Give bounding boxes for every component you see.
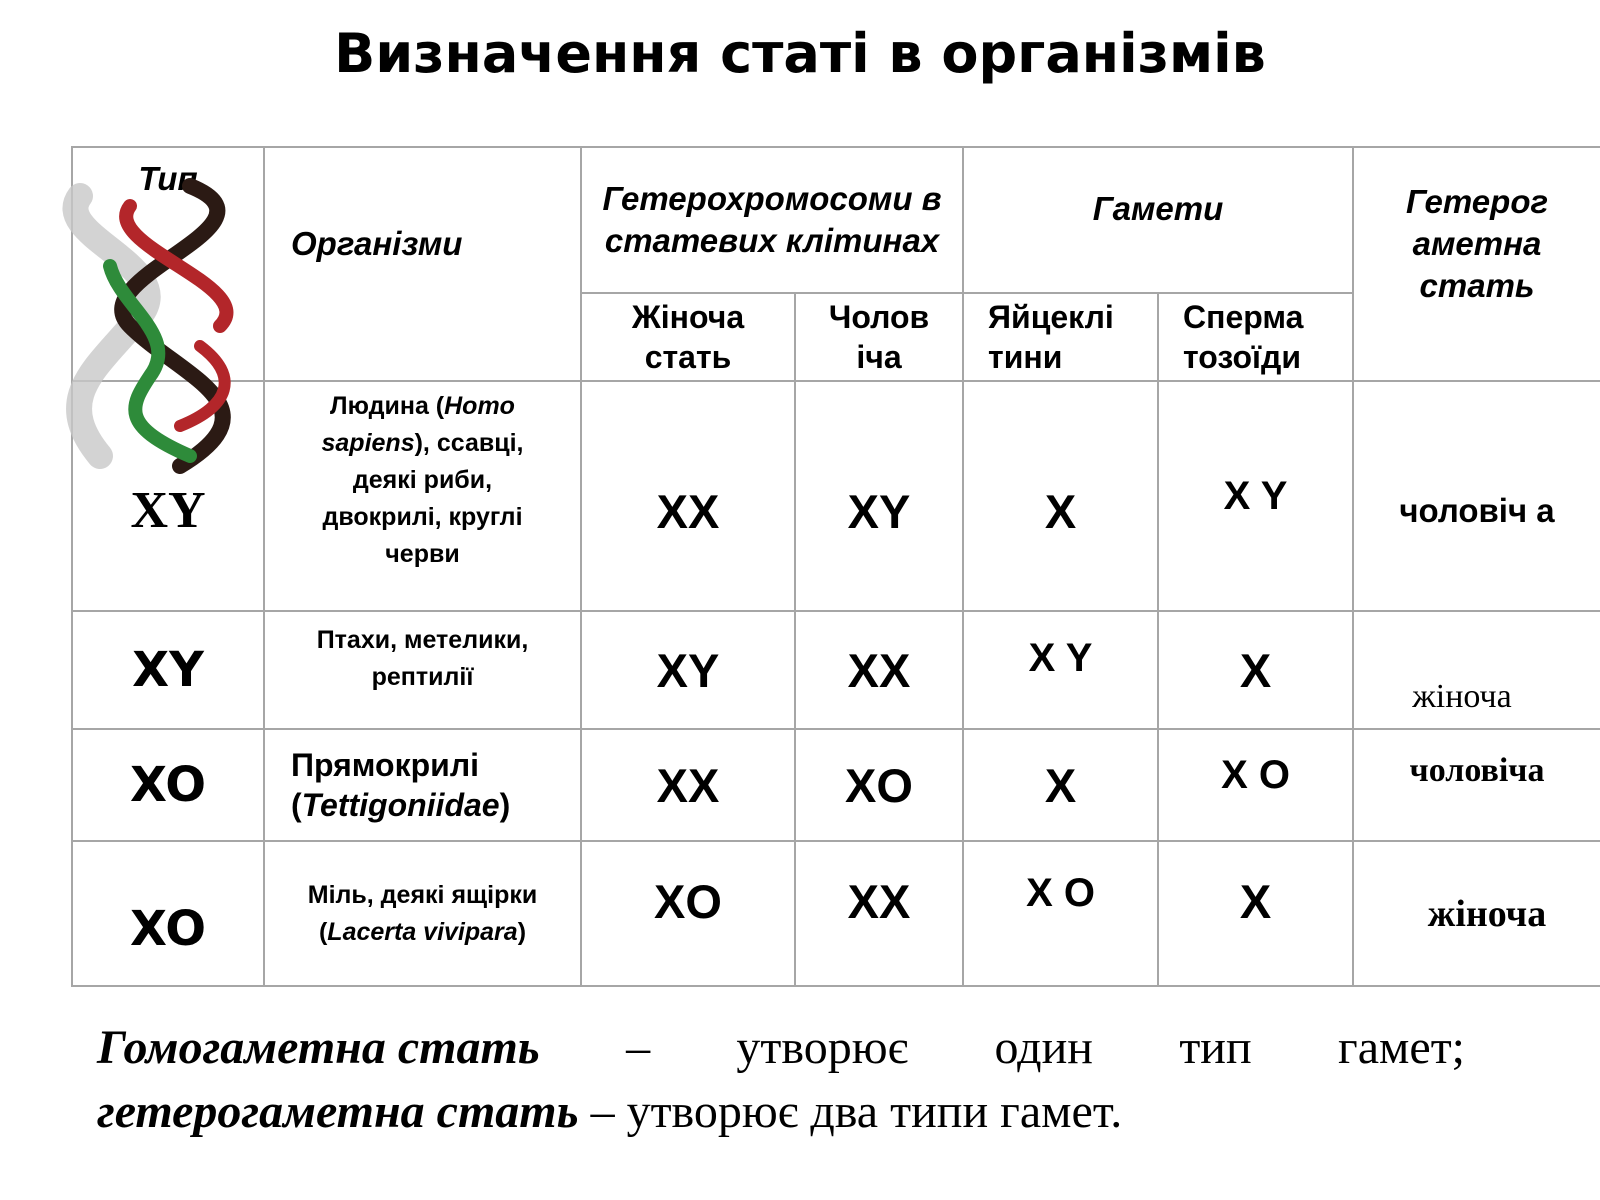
type-value: XY [132, 642, 204, 698]
hetero-cell [1353, 729, 1600, 841]
sperm-cell [1158, 381, 1353, 611]
header-eggs-cell [963, 293, 1158, 381]
header-male-cell [795, 293, 963, 381]
eggs-cell [963, 841, 1158, 986]
sperm-value: X [1239, 643, 1272, 697]
def1-word: тип [1179, 1021, 1252, 1074]
eggs-value: X O [1026, 871, 1095, 915]
organisms-text: Міль, деякі ящірки (Lacerta vivipara) [307, 880, 538, 946]
term-heterogametic: гетерогаметна стать [97, 1085, 579, 1138]
definition-line-2 [97, 1080, 1465, 1144]
header-female-cell [581, 293, 795, 381]
male-cell [795, 381, 963, 611]
hetero-cell [1353, 381, 1600, 611]
type-value: XO [129, 901, 207, 957]
organisms-text: Людина (Homo sapiens), ссавці, деякі риби, двокрилі, круглі черви [321, 392, 524, 568]
female-value: XO [654, 875, 722, 928]
eggs-value: X Y [1028, 635, 1093, 680]
eggs-cell [963, 729, 1158, 841]
header-eggs: Яйцеклі тини [988, 299, 1114, 375]
page-title: Визначення статі в організмів [334, 22, 1266, 85]
type-cell [72, 729, 264, 841]
female-cell [581, 611, 795, 729]
def1-word: – [626, 1021, 651, 1074]
header-heterogametic-cell [1353, 147, 1600, 381]
def2-text: – утворює два типи гамет. [590, 1085, 1123, 1138]
organisms-text: Прямокрилі (Tettigoniidae) [291, 747, 511, 823]
female-cell [581, 729, 795, 841]
def1-word: утворює [736, 1021, 909, 1074]
header-heterogametic: Гетерог аметна стать [1405, 183, 1549, 304]
sperm-cell [1158, 841, 1353, 986]
type-cell [72, 611, 264, 729]
male-cell [795, 729, 963, 841]
male-value: XO [845, 758, 913, 812]
hetero-cell [1353, 611, 1600, 729]
type-cell [72, 841, 264, 986]
header-organisms: Організми [291, 225, 463, 262]
table-row [72, 611, 1600, 729]
header-heterochromosomes: Гетерохромосоми в статевих клітинах [602, 180, 942, 259]
def1-word: один [994, 1021, 1093, 1074]
type-value: XY [130, 482, 206, 539]
table-row [72, 381, 1600, 611]
sperm-cell [1158, 729, 1353, 841]
sperm-value: X [1239, 875, 1272, 928]
table-row [72, 841, 1600, 986]
female-value: XX [656, 484, 720, 538]
header-female: Жіноча стать [631, 299, 745, 375]
term-homogametic: Гомогаметна стать [97, 1021, 540, 1074]
header-organisms-cell [264, 147, 581, 381]
female-cell [581, 381, 795, 611]
hetero-value: жіноча [1427, 892, 1547, 935]
header-sperm: Сперма тозоїди [1183, 299, 1304, 375]
organisms-cell [264, 381, 581, 611]
header-gametes: Гамети [1092, 190, 1224, 227]
eggs-value: X [1044, 758, 1077, 812]
hetero-value: жіноча [1412, 678, 1512, 715]
header-heterochromosomes-cell [581, 147, 963, 293]
eggs-value: X [1044, 484, 1077, 538]
male-value: XY [847, 484, 911, 538]
organisms-cell [264, 729, 581, 841]
hetero-value: чоловіч а [1399, 492, 1555, 529]
definition-line-1 [97, 1016, 1465, 1080]
header-gametes-cell [963, 147, 1353, 293]
female-value: XY [656, 643, 720, 697]
eggs-cell [963, 611, 1158, 729]
eggs-cell [963, 381, 1158, 611]
header-type: Тип [138, 160, 198, 197]
type-value: XO [129, 757, 207, 813]
sperm-cell [1158, 611, 1353, 729]
male-cell [795, 611, 963, 729]
male-cell [795, 841, 963, 986]
male-value: XX [847, 643, 911, 697]
header-sperm-cell [1158, 293, 1353, 381]
definitions [97, 1016, 1465, 1144]
hetero-value: чоловіча [1409, 752, 1545, 789]
male-value: XX [847, 875, 911, 928]
sex-determination-table [71, 146, 1600, 987]
organisms-cell [264, 611, 581, 729]
header-male: Чолов іча [828, 299, 930, 375]
female-cell [581, 841, 795, 986]
def1-word: гамет; [1338, 1021, 1465, 1074]
hetero-cell [1353, 841, 1600, 986]
organisms-cell [264, 841, 581, 986]
female-value: XX [656, 758, 720, 812]
sperm-value: X Y [1223, 473, 1288, 518]
sperm-value: X O [1221, 752, 1290, 797]
dna-helix-icon [40, 176, 260, 476]
organisms-text: Птахи, метелики, рептилії [316, 626, 529, 691]
table-row [72, 729, 1600, 841]
